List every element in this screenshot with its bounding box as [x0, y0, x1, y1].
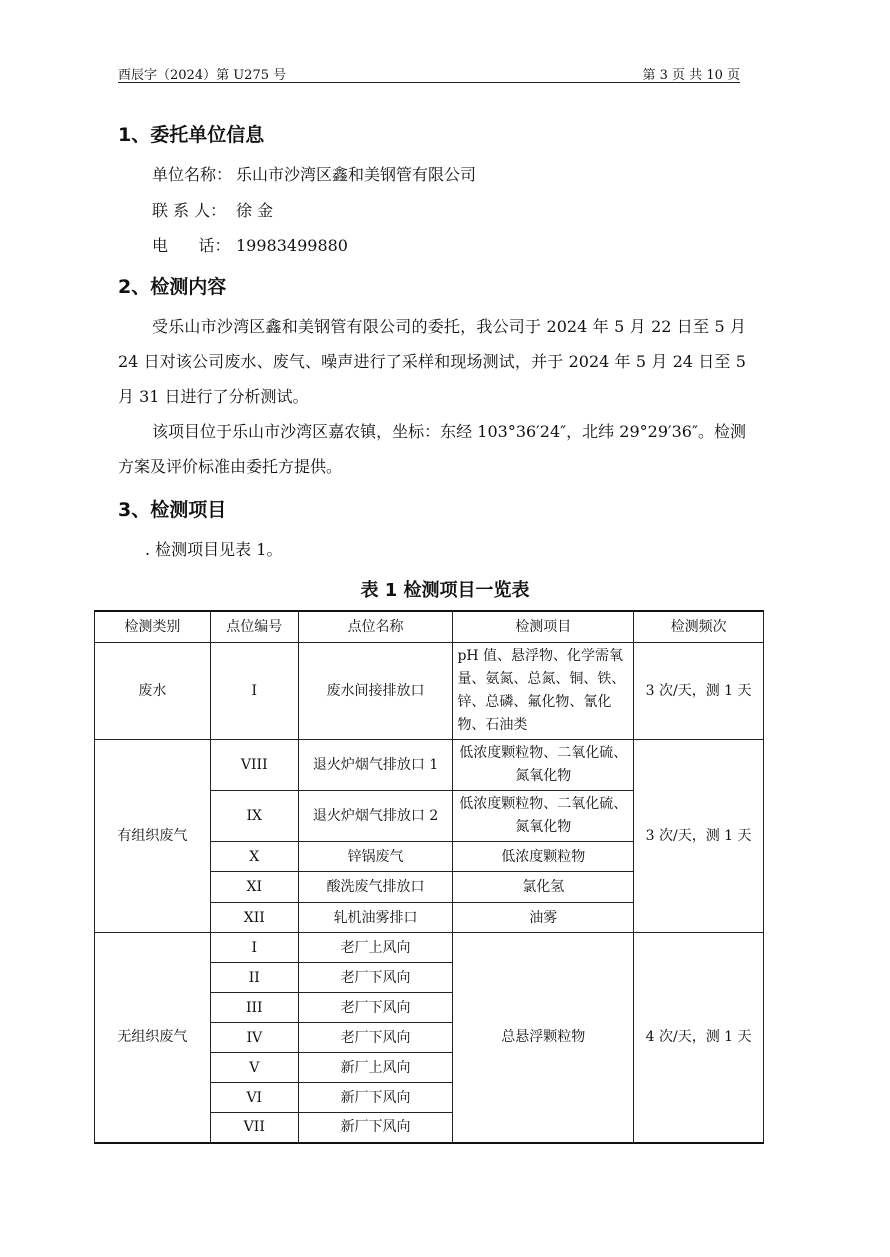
point-code-cell: I — [210, 933, 298, 963]
page-number: 第 3 页 共 10 页 — [642, 68, 740, 83]
category-cell: 无组织废气 — [95, 933, 211, 1143]
category-cell: 有组织废气 — [95, 740, 211, 933]
point-code-cell: VI — [210, 1083, 298, 1113]
item-cell: 氯化氢 — [453, 872, 634, 903]
point-code-cell: XI — [210, 872, 298, 903]
point-code-cell: VIII — [210, 740, 298, 791]
point-name-cell: 老厂上风向 — [298, 933, 453, 963]
table-row — [95, 643, 764, 740]
contact-value: 徐 金 — [236, 201, 274, 220]
item-cell: 低浓度颗粒物 — [453, 842, 634, 872]
item-cell: 低浓度颗粒物、二氧化硫、氮氧化物 — [453, 791, 634, 842]
page-header — [118, 62, 740, 83]
client-name-line — [152, 162, 476, 185]
section2-paragraph-1: 受乐山市沙湾区鑫和美钢管有限公司的委托，我公司于 2024 年 5 月 22 日至 5 月 24 日对该公司废水、废气、噪声进行了采样和现场测试，并于 2024 年 5 月 24 日至 5 月 31 日进行了分析测试。 — [118, 317, 746, 406]
point-code-cell: V — [210, 1053, 298, 1083]
phone-value: 19983499880 — [236, 236, 348, 255]
table-header-row — [95, 611, 764, 643]
point-name-cell: 退火炉烟气排放口 2 — [298, 791, 453, 842]
table-row — [95, 740, 764, 791]
item-cell: pH 值、悬浮物、化学需氧量、氨氮、总氮、铜、铁、锌、总磷、氟化物、氰化物、石油类 — [453, 643, 634, 740]
point-name-cell: 退火炉烟气排放口 1 — [298, 740, 453, 791]
point-code-cell: IV — [210, 1023, 298, 1053]
contact-label: 联 系 人： — [152, 201, 227, 220]
frequency-cell: 3 次/天，测 1 天 — [634, 643, 764, 740]
point-name-cell: 新厂下风向 — [298, 1113, 453, 1143]
section1-title: 1、委托单位信息 — [118, 124, 265, 146]
point-code-cell: IX — [210, 791, 298, 842]
point-name-cell: 老厂下风向 — [298, 1023, 453, 1053]
header-point-name: 点位名称 — [298, 611, 453, 643]
point-name-cell: 老厂下风向 — [298, 963, 453, 993]
header-item: 检测项目 — [453, 611, 634, 643]
section3-title: 3、检测项目 — [118, 499, 227, 521]
section2-paragraph-2: 该项目位于乐山市沙湾区嘉农镇，坐标：东经 103°36′24″，北纬 29°29′36″。检测方案及评价标准由委托方提供。 — [118, 422, 746, 476]
detection-items-table — [94, 610, 764, 1144]
point-name-cell: 老厂下风向 — [298, 993, 453, 1023]
item-cell: 低浓度颗粒物、二氧化硫、氮氧化物 — [453, 740, 634, 791]
point-code-cell: VII — [210, 1113, 298, 1143]
frequency-cell: 4 次/天，测 1 天 — [634, 933, 764, 1143]
contact-line — [152, 198, 273, 221]
item-cell: 总悬浮颗粒物 — [453, 933, 634, 1143]
frequency-cell: 3 次/天，测 1 天 — [634, 740, 764, 933]
section2-title: 2、检测内容 — [118, 276, 227, 298]
point-name-cell: 新厂上风向 — [298, 1053, 453, 1083]
point-code-cell: X — [210, 842, 298, 872]
point-name-cell: 锌锅废气 — [298, 842, 453, 872]
client-name-label: 单位名称： — [152, 165, 233, 184]
point-name-cell: 废水间接排放口 — [298, 643, 453, 740]
category-cell: 废水 — [95, 643, 211, 740]
point-code-cell: XII — [210, 903, 298, 933]
point-code-cell: III — [210, 993, 298, 1023]
phone-label: 电 话： — [152, 236, 231, 255]
phone-line — [152, 233, 348, 256]
point-name-cell: 酸洗废气排放口 — [298, 872, 453, 903]
point-code-cell: II — [210, 963, 298, 993]
document-number: 酉辰字（2024）第 U275 号 — [118, 68, 287, 83]
item-cell: 油雾 — [453, 903, 634, 933]
client-name-value: 乐山市沙湾区鑫和美钢管有限公司 — [236, 165, 477, 184]
header-category: 检测类别 — [95, 611, 211, 643]
point-name-cell: 轧机油雾排口 — [298, 903, 453, 933]
table-title: 表 1 检测项目一览表 — [360, 580, 530, 601]
point-name-cell: 新厂下风向 — [298, 1083, 453, 1113]
header-frequency: 检测频次 — [634, 611, 764, 643]
section3-note: . 检测项目见表 1。 — [145, 540, 283, 559]
header-point-code: 点位编号 — [210, 611, 298, 643]
table-row — [95, 933, 764, 963]
point-code-cell: I — [210, 643, 298, 740]
